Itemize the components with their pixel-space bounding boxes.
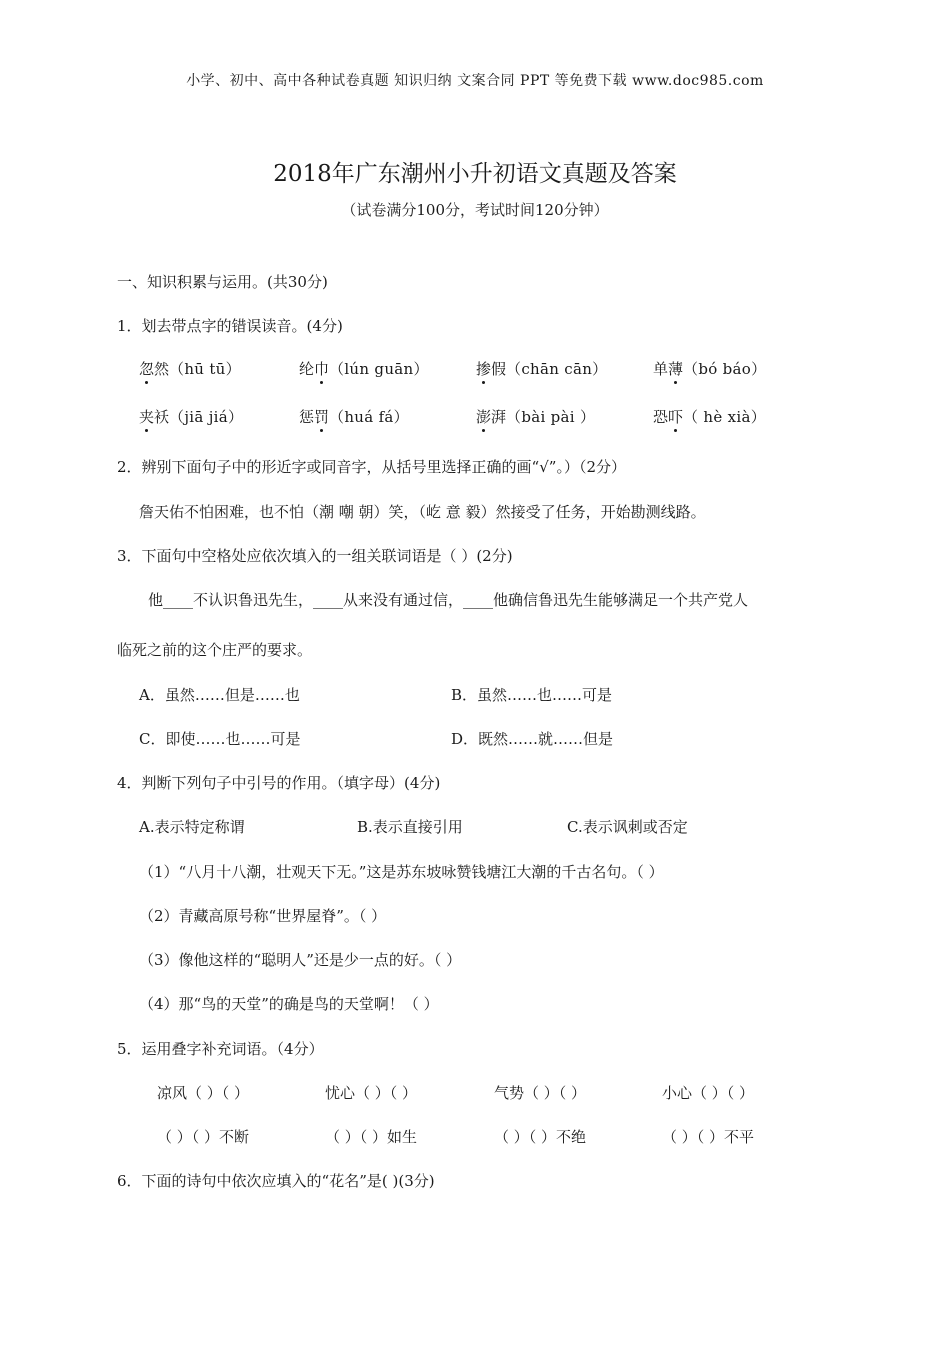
q1-item: 纶巾（lún guān）	[299, 360, 429, 378]
dotted-char: 夹	[139, 408, 155, 426]
q1-item: 惩罚（huá fá）	[299, 408, 409, 426]
choice-c: C.表示讽刺或否定	[567, 818, 688, 836]
question-1-stem: 1．划去带点字的错误读音。(4分)	[117, 317, 343, 335]
question-4-item: （3）像他这样的“聪明人”还是少一点的好。（ ）	[139, 951, 462, 969]
option-b: B．虽然……也……可是	[451, 686, 613, 704]
question-3-sentence-cont: 临死之前的这个庄严的要求。	[117, 641, 313, 659]
question-4-stem: 4．判断下列句子中引号的作用。（填字母）(4分)	[117, 774, 441, 792]
dotted-char: 吓	[668, 408, 684, 426]
option-c: C．即使……也……可是	[139, 730, 301, 748]
q1-item: 澎湃（bài pài ）	[476, 408, 596, 426]
page-header: 小学、初中、高中各种试卷真题 知识归纳 文案合同 PPT 等免费下载 www.doc985.com	[186, 73, 764, 89]
dotted-char: 薄	[668, 360, 684, 378]
question-5-stem: 5．运用叠字补充词语。（4分）	[117, 1040, 324, 1058]
dotted-char: 掺	[476, 360, 492, 378]
q1-item: 夹袄（jiā jiá）	[139, 408, 244, 426]
question-2-sentence: 詹天佑不怕困难，也不怕（潮 嘲 朝）笑，（屹 意 毅）然接受了任务，开始勘测线路。	[139, 503, 706, 521]
question-4-item: （4）那“鸟的天堂”的确是鸟的天堂啊！（ ）	[139, 995, 439, 1013]
q1-item: 恐吓（ hè xià）	[653, 408, 767, 426]
option-a: A．虽然……但是……也	[139, 686, 300, 704]
word-blank: （ ）（ ）不平	[662, 1128, 755, 1146]
word-blank: 气势（ ）（ ）	[494, 1084, 587, 1102]
word-blank: 凉风（ ）（ ）	[157, 1084, 250, 1102]
page-title: 2018年广东潮州小升初语文真题及答案	[273, 161, 677, 187]
word-blank: 小心（ ）（ ）	[662, 1084, 755, 1102]
choice-a: A.表示特定称谓	[139, 818, 245, 836]
word-blank: （ ）（ ）不绝	[494, 1128, 587, 1146]
q1-item: 单薄（bó báo）	[653, 360, 767, 378]
q1-item: 忽然（hū tū）	[139, 360, 241, 378]
question-2-stem: 2．辨别下面句子中的形近字或同音字，从括号里选择正确的画“√”。）（2分）	[117, 458, 626, 476]
question-4-item: （2）青藏高原号称“世界屋脊”。（ ）	[139, 907, 387, 925]
section-heading: 一、知识积累与运用。(共30分)	[117, 273, 328, 291]
choice-b: B.表示直接引用	[357, 818, 463, 836]
question-4-item: （1）“八月十八潮，壮观天下无。”这是苏东坡咏赞钱塘江大潮的千古名句。（ ）	[139, 863, 664, 881]
option-d: D．既然……就……但是	[451, 730, 614, 748]
q1-item: 掺假（chān cān）	[476, 360, 608, 378]
word-blank: （ ）（ ）如生	[325, 1128, 418, 1146]
dotted-char: 澎	[476, 408, 492, 426]
question-3-sentence: 他____不认识鲁迅先生，____从来没有通过信，____他确信鲁迅先生能够满足一个共产党人	[148, 591, 749, 609]
question-3-stem: 3．下面句中空格处应依次填入的一组关联词语是（ ）(2分)	[117, 547, 513, 565]
word-blank: 忧心（ ）（ ）	[325, 1084, 418, 1102]
dotted-char: 忽	[139, 360, 155, 378]
question-6-stem: 6．下面的诗句中依次应填入的“花名”是( )(3分)	[117, 1172, 435, 1190]
exam-info: （试卷满分100分，考试时间120分钟）	[341, 201, 609, 219]
word-blank: （ ）（ ）不断	[157, 1128, 250, 1146]
dotted-char: 罚	[314, 408, 330, 426]
dotted-char: 巾	[314, 360, 330, 378]
